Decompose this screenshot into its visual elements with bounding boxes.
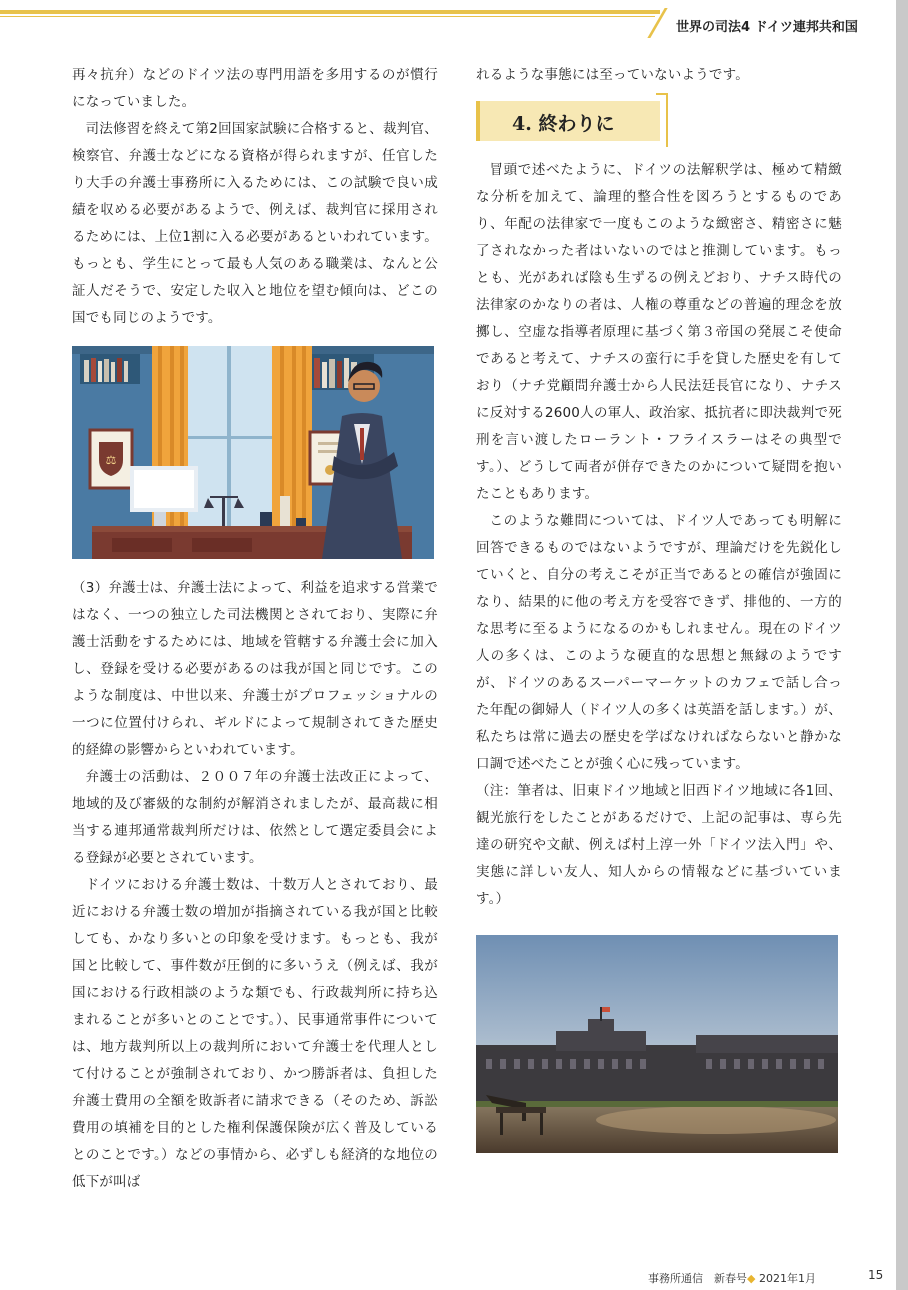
left-paragraph-3: （3）弁護士は、弁護士法によって、利益を追求する営業ではなく、一つの独立した司法機関とされており、実際に弁護士活動をするためには、地域を管轄する弁護士会に加入し、登録を受ける必要があるのは我が国と同じです。このような制度は、中世以来、弁護士がプロフェッショナルの一つに位置付けられ、ギルドによって規制されてきた歴史的経緯の影響からといわれています。 — [72, 580, 438, 758]
left-paragraph-5: ドイツにおける弁護士数は、十数万人とされており、最近における弁護士数の増加が指摘されている我が国と比較しても、かなり多いとの印象を受けます。もっとも、我が国と比較して、事件数が圧倒的に多いうえ（例えば、我が国における行政相談のような類でも、行政裁判所に持ち込まれることが多いとのことです。）、民事通常事件については、地方裁判所以上の裁判所において弁護士を代理人として付けることが強制されており、かつ勝訴者は、負担した弁護士費用の全額を敗訴者に請求できる（そのため、訴訟費用の填補を目的とした権利保護保険が広く普及しているとのことです。）などの事情から、必ずしも経済的な地位の低下が叫ば — [72, 877, 438, 1190]
header-rule — [0, 10, 660, 14]
palace-courtyard-photo — [476, 935, 838, 1153]
right-paragraph-1: 冒頭で述べたように、ドイツの法解釈学は、極めて精緻な分析を加えて、論理的整合性を図ろうとするものであり、年配の法律家で一度もこのような緻密さ、精密さに魅了されなかった者はいないのではと推測しています。もっとも、光があれば陰も生ずるの例えどおり、ナチス時代の法律家のかなりの者は、人権の尊重などの普遍的理念を放擲し、空虚な指導者原理に基づく第３帝国の発展こそ使命であると考えて、ナチスの蛮行に手を貸した歴史を有しており（ナチ党顧問弁護士から人民法廷長官になり、ナチスに反対する2600人の軍人、政治家、抵抗者に即決裁判で死刑を言い渡したローラント・フライスラーはその典型です。）、どうして両者が併存できたのかについて疑問を抱いたこともあります。 — [476, 162, 842, 502]
left-paragraph-1: 再々抗弁）などのドイツ法の専門用語を多用するのが慣行になっていました。 — [72, 67, 438, 110]
page-footer — [648, 1270, 816, 1286]
footer-publication: 事務所通信 新春号 — [648, 1272, 747, 1285]
page-number: 15 — [868, 1268, 884, 1282]
section-heading-conclusion — [476, 101, 660, 141]
diamond-icon: ◆ — [747, 1272, 756, 1285]
right-paragraph-continuation: れるような事態には至っていないようです。 — [476, 67, 749, 83]
left-paragraph-4: 弁護士の活動は、２００７年の弁護士法改正によって、地域的及び審級的な制約が解消されましたが、最高裁に相当する連邦通常裁判所だけは、依然として選定委員会による登録が必要とされています。 — [72, 769, 438, 866]
page-edge-strip — [896, 0, 908, 1290]
header-rule-thin — [0, 16, 655, 17]
section-heading-label: 4. 終わりに — [512, 113, 615, 135]
author-note: （注：筆者は、旧東ドイツ地域と旧西ドイツ地域に各1回、観光旅行をしたことがあるだけで、上記の記事は、専ら先達の研究や文献、例えば村上淳一外「ドイツ法入門」や、実態に詳しい友人、知人からの情報などに基づいています。） — [476, 783, 842, 907]
lawyer-office-illustration — [72, 346, 434, 559]
left-column — [72, 62, 438, 1196]
right-column — [476, 62, 842, 1153]
running-header-title: 世界の司法4 ドイツ連邦共和国 — [676, 20, 858, 35]
left-paragraph-2: 司法修習を終えて第2回国家試験に合格すると、裁判官、検察官、弁護士などになる資格が得られますが、任官したり大手の弁護士事務所に入るためには、この試験で良い成績を収める必要があるようで、例えば、裁判官に採用されるためには、上位1割に入る必要があるといわれています。もっとも、学生にとって最も人気のある職業は、なんと公証人だそうで、安定した収入と地位を望む傾向は、どこの国でも同じのようです。 — [72, 121, 438, 326]
right-paragraph-2: このような難問については、ドイツ人であっても明解に回答できるものではないようですが、理論だけを先鋭化していくと、自分の考えこそが正当であるとの確信が強固になり、結果的に他の考え方を受容できず、排他的、一方的な思考に至るようになるのかもしれません。現在のドイツ人の多くは、このような硬直的な思想と無縁のようですが、ドイツのあるスーパーマーケットのカフェで話し合った年配の御婦人（ドイツ人の多くは英語を話します。）が、私たちは常に過去の歴史を学ばなければならないと静かな口調で述べたことが強く心に残っています。 — [476, 513, 842, 772]
footer-date: 2021年1月 — [758, 1272, 816, 1285]
svg-text:⚖: ⚖ — [105, 453, 117, 467]
